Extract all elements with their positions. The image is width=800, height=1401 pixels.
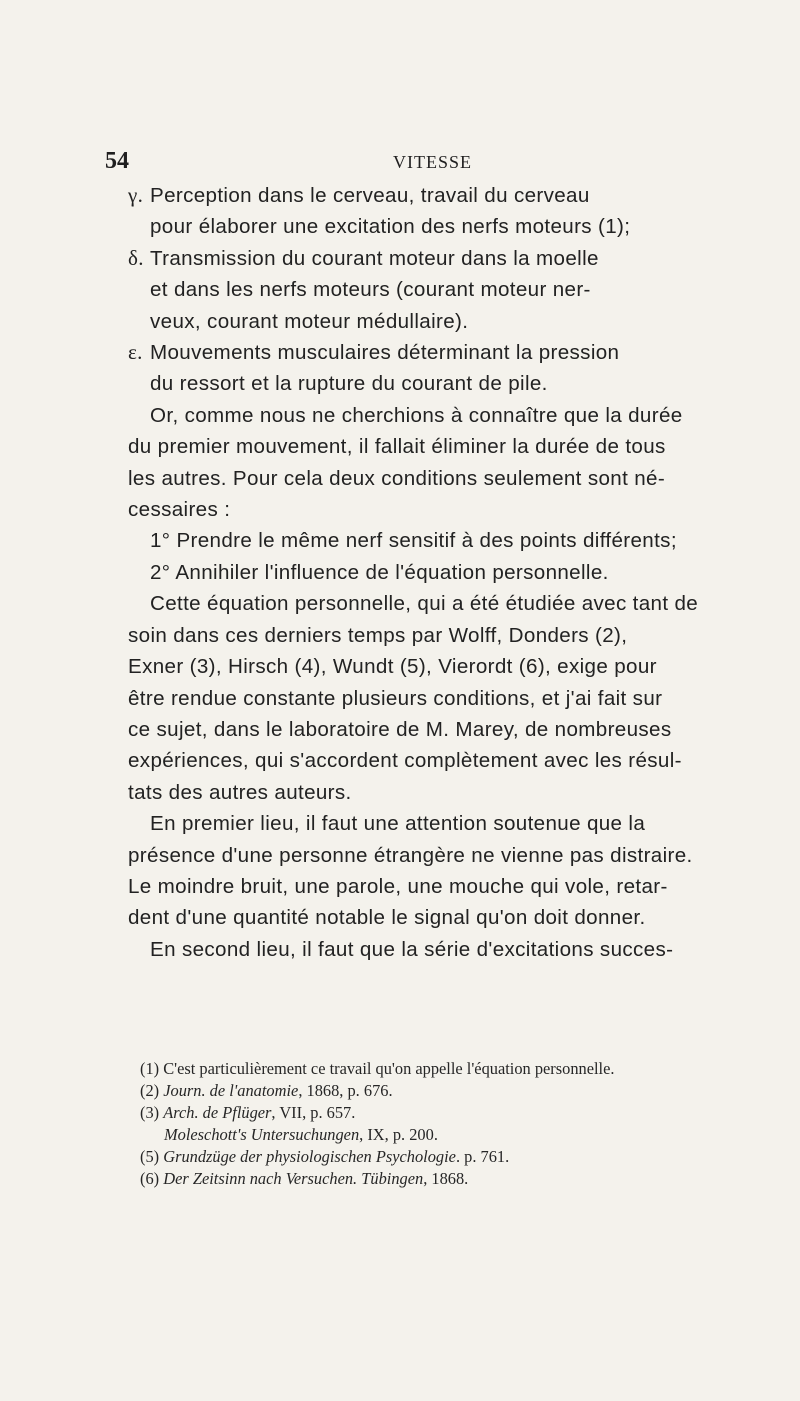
text-line: et dans les nerfs moteurs (courant moteur ner-: [150, 278, 591, 302]
text-line: dent d'une quantité notable le signal qu'on doit donner.: [128, 906, 646, 930]
footnotes: [140, 1058, 760, 1190]
text-line: être rendue constante plusieurs conditions, et j'ai fait sur: [128, 686, 663, 710]
list-marker: ε.: [128, 340, 143, 365]
greek-list: [128, 180, 764, 400]
text-line: Perception dans le cerveau, travail du cerveau: [150, 184, 590, 207]
list-marker: γ.: [128, 183, 144, 207]
list-marker: δ.: [128, 245, 144, 270]
footnote: [140, 1124, 760, 1146]
page-header: [105, 148, 760, 178]
main-text: [128, 180, 764, 965]
footnote: [140, 1102, 760, 1124]
list-item-epsilon: [128, 337, 764, 400]
footnote-title: Journ. de l'anatomie: [163, 1081, 299, 1100]
condition-item: 2° Annihiler l'influence de l'équation personnelle.: [150, 560, 609, 584]
conditions-list: [128, 525, 764, 588]
text-line: Le moindre bruit, une parole, une mouche qui vole, retar-: [128, 874, 668, 898]
text-line: En premier lieu, il faut une attention soutenue que la: [150, 812, 646, 836]
footnote-text: , IX, p. 200.: [359, 1125, 438, 1144]
condition-item: 1° Prendre le même nerf sensitif à des points différents;: [150, 529, 677, 553]
text-line: tats des autres auteurs.: [128, 780, 352, 804]
text-line: soin dans ces derniers temps par Wolff, Donders (2),: [128, 623, 628, 647]
footnote-text: . p. 761.: [455, 1147, 510, 1166]
footnote-number: (5): [140, 1147, 160, 1166]
text-line: Cette équation personnelle, qui a été étudiée avec tant de: [150, 592, 699, 616]
text-line: cessaires :: [128, 498, 231, 522]
paragraph-2: [128, 588, 764, 808]
footnote-title: Arch. de Pflüger: [163, 1103, 272, 1122]
footnote-number: (1): [140, 1059, 160, 1078]
paragraph-4: [128, 934, 764, 965]
page-number: 54: [105, 148, 129, 174]
text-line: Exner (3), Hirsch (4), Wundt (5), Vierordt (6), exige pour: [128, 655, 657, 679]
footnote-title: Moleschott's Untersuchungen: [164, 1125, 360, 1144]
text-line: expériences, qui s'accordent complètement avec les résul-: [128, 749, 682, 773]
footnote-number: (2): [140, 1081, 160, 1100]
list-item-gamma: [128, 180, 764, 243]
footnote: [140, 1080, 760, 1102]
list-item-delta: [128, 243, 764, 337]
footnote-text: C'est particulièrement ce travail qu'on appelle l'équation personnelle.: [163, 1059, 615, 1078]
text-line: Or, comme nous ne cherchions à connaître que la durée: [150, 403, 683, 427]
footnote-title: Der Zeitsinn nach Versuchen. Tübingen: [163, 1169, 424, 1188]
paragraph-1: [128, 400, 764, 526]
text-line: du ressort et la rupture du courant de pile.: [150, 372, 548, 396]
text-line: présence d'une personne étrangère ne vienne pas distraire.: [128, 843, 693, 867]
text-line: du premier mouvement, il fallait éliminer la durée de tous: [128, 435, 666, 459]
text-line: veux, courant moteur médullaire).: [150, 309, 469, 333]
text-line: ce sujet, dans le laboratoire de M. Marey, de nombreuses: [128, 717, 672, 741]
text-line: pour élaborer une excitation des nerfs moteurs (1);: [150, 215, 631, 239]
text-line: En second lieu, il faut que la série d'excitations succes-: [150, 937, 674, 961]
footnote: [140, 1168, 760, 1190]
text-line: Mouvements musculaires déterminant la pression: [150, 341, 620, 365]
paragraph-3: [128, 808, 764, 934]
footnote-title: Grundzüge der physiologischen Psychologie: [163, 1147, 456, 1166]
footnote-text: , 1868, p. 676.: [298, 1081, 393, 1100]
footnote: [140, 1146, 760, 1168]
footnote-number: (3): [140, 1103, 160, 1122]
footnote-number: (6): [140, 1169, 160, 1188]
footnote-text: , VII, p. 657.: [271, 1103, 356, 1122]
text-line: Transmission du courant moteur dans la moelle: [150, 246, 599, 270]
running-title: VITESSE: [393, 152, 472, 172]
text-line: les autres. Pour cela deux conditions seulement sont né-: [128, 466, 666, 490]
footnote-text: , 1868.: [423, 1169, 469, 1188]
footnote: [140, 1058, 760, 1080]
